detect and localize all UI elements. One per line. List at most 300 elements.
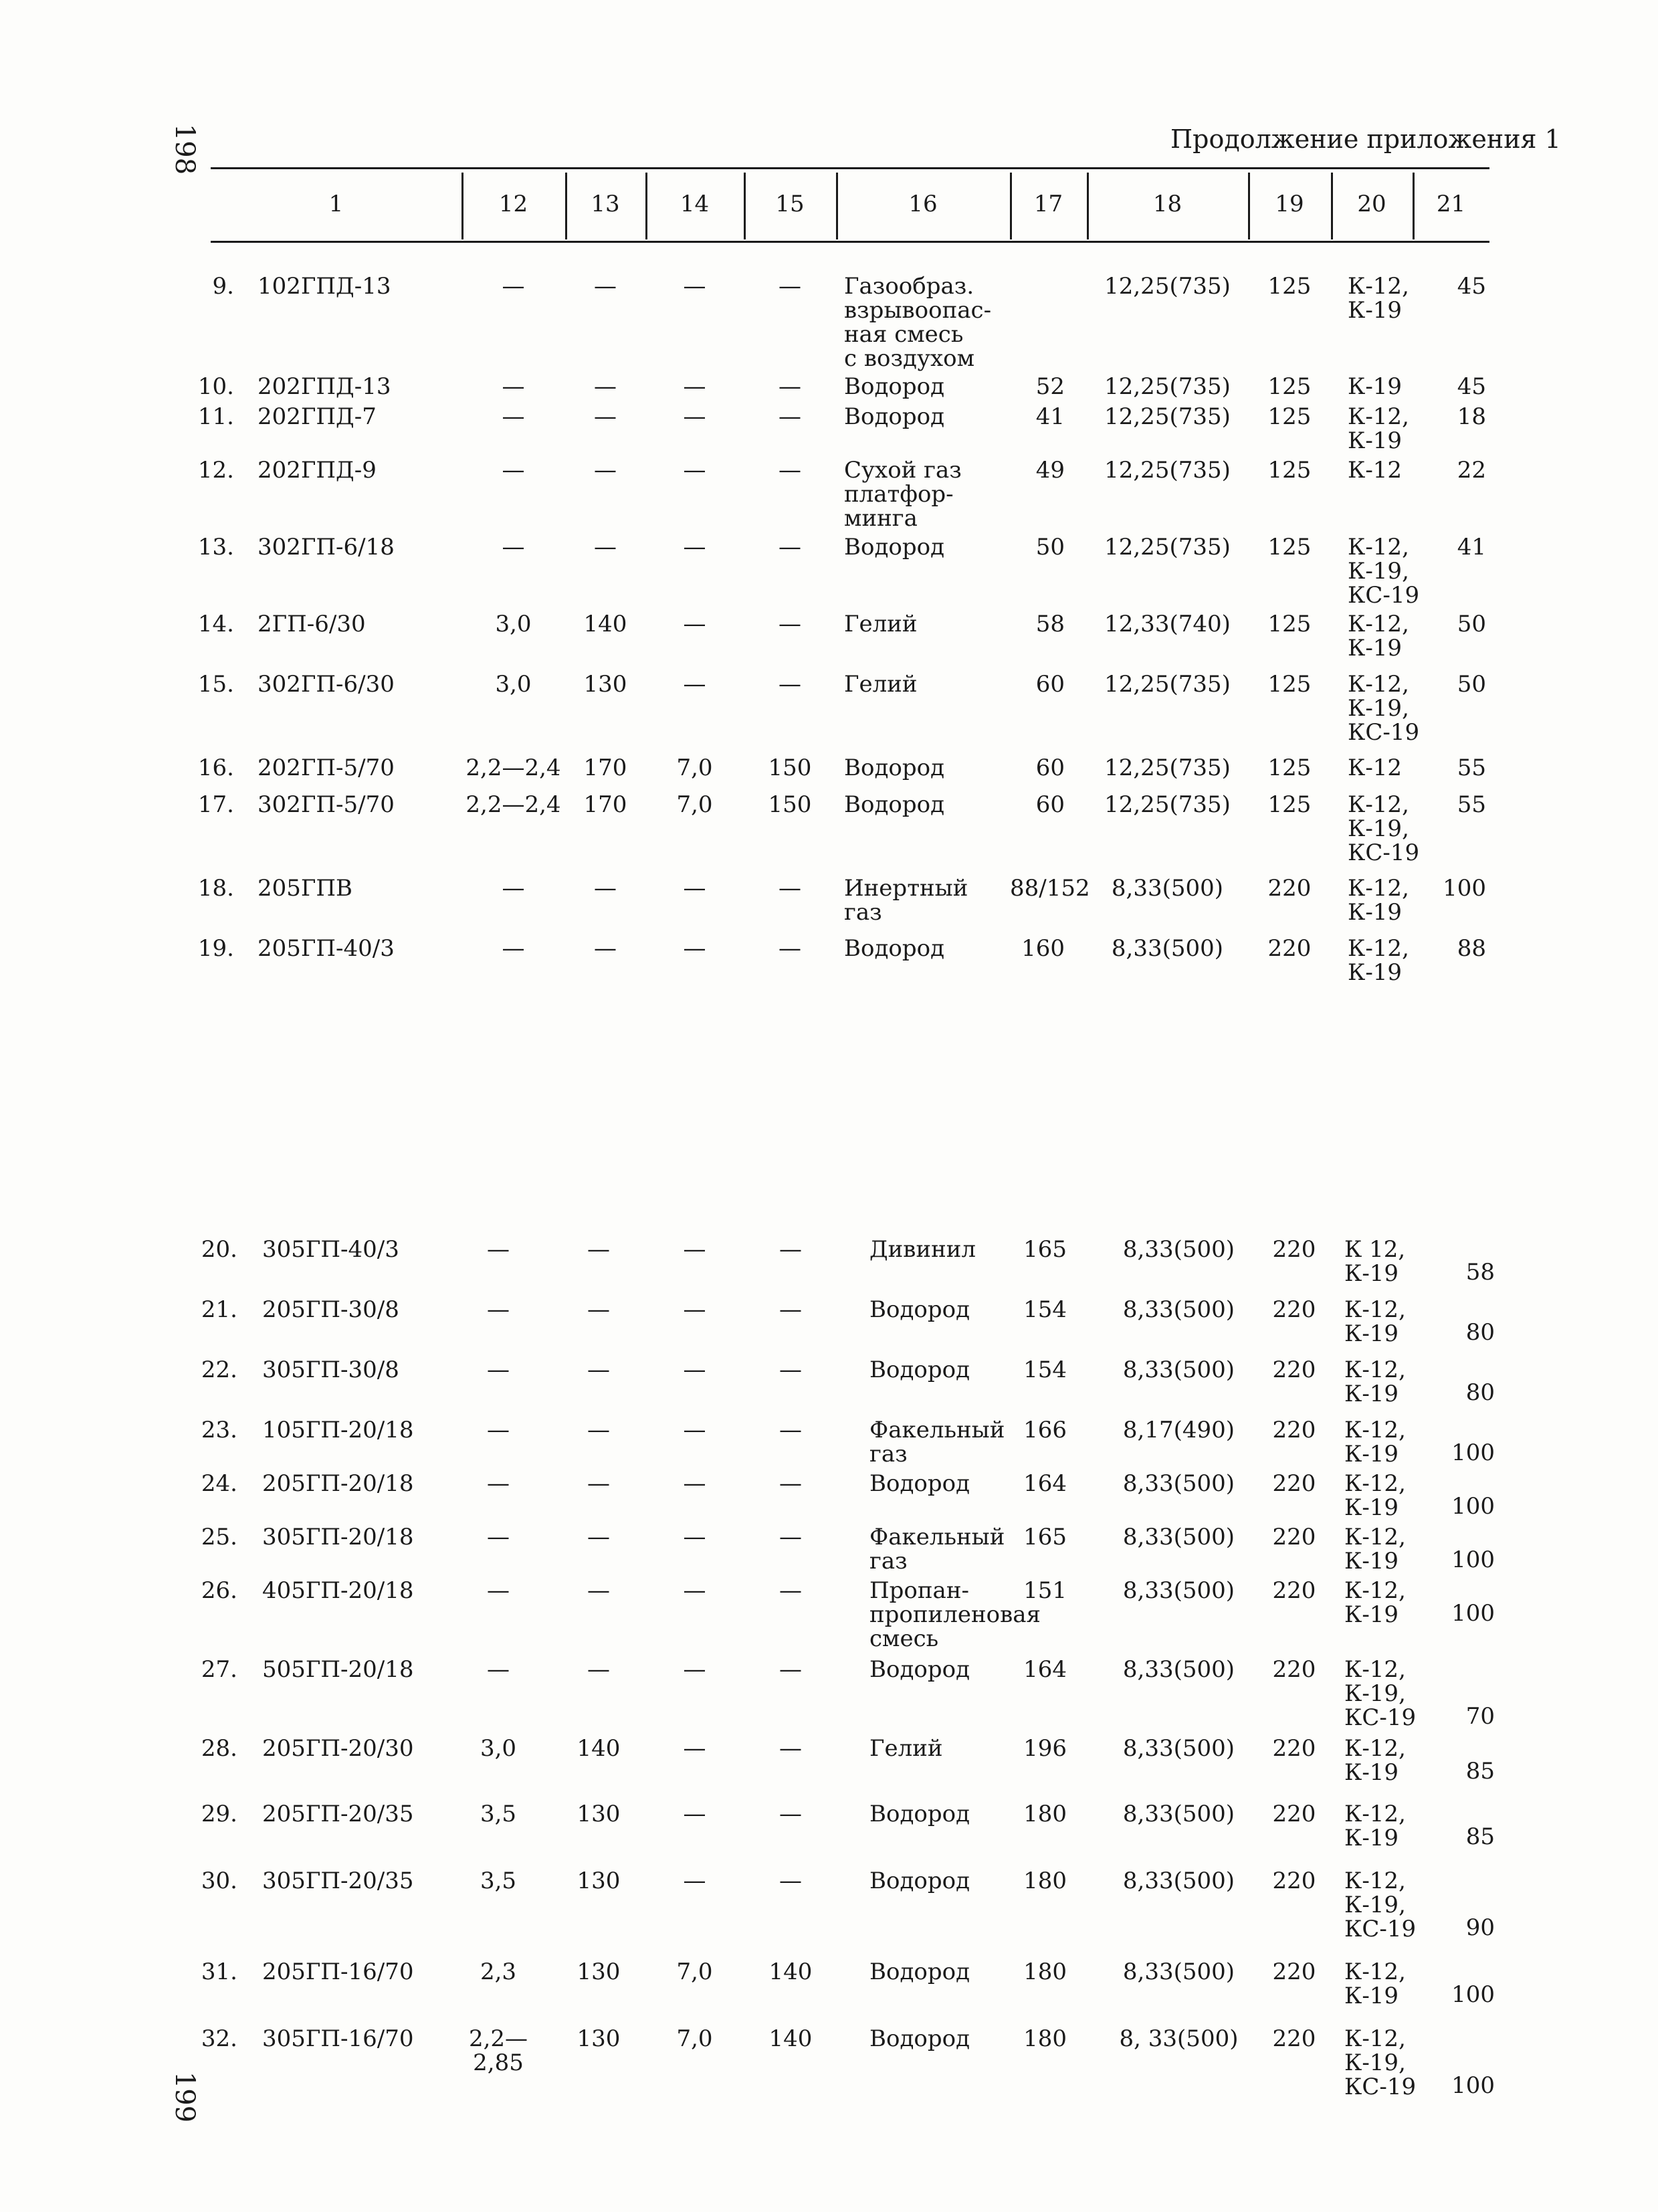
cell-name: 205ГП-20/18 bbox=[262, 1470, 414, 1497]
cell-c14: — bbox=[683, 1524, 706, 1550]
cell-name: 305ГП-16/70 bbox=[262, 2025, 414, 2052]
cell-c20: К-12, К-19, КС-19 bbox=[1344, 1656, 1417, 1731]
cell-c18: 12,25(735) bbox=[1104, 273, 1231, 300]
cell-c20: К-12, К-19 bbox=[1344, 1735, 1406, 1786]
cell-c21: 100 bbox=[1451, 1981, 1495, 2008]
cell-c19: 125 bbox=[1267, 273, 1312, 300]
cell-c20: К-19 bbox=[1348, 373, 1403, 400]
cell-c13: — bbox=[587, 1656, 610, 1683]
col-header-15: 15 bbox=[775, 191, 805, 217]
cell-c17: 165 bbox=[1023, 1524, 1067, 1550]
cell-c12: — bbox=[502, 534, 525, 561]
cell-c21: 100 bbox=[1451, 2072, 1495, 2099]
cell-c19: 220 bbox=[1272, 1417, 1316, 1443]
cell-n: 30. bbox=[201, 1868, 237, 1894]
cell-c14: — bbox=[683, 1801, 706, 1827]
cell-name: 105ГП-20/18 bbox=[262, 1417, 414, 1443]
cell-c12: 2,3 bbox=[480, 1958, 517, 1985]
cell-c12: — bbox=[487, 1417, 510, 1443]
col-header-21: 21 bbox=[1436, 191, 1466, 217]
cell-c13: — bbox=[594, 935, 617, 962]
cell-c12: 3,5 bbox=[480, 1801, 517, 1827]
cell-n: 15. bbox=[197, 671, 234, 698]
cell-name: 302ГП-6/30 bbox=[257, 671, 395, 698]
cell-c18: 8,33(500) bbox=[1111, 875, 1224, 902]
cell-c14: — bbox=[683, 1470, 706, 1497]
cell-c21: 100 bbox=[1451, 1546, 1495, 1573]
cell-c13: — bbox=[594, 875, 617, 902]
cell-c17: 165 bbox=[1023, 1236, 1067, 1263]
cell-c17: 154 bbox=[1023, 1356, 1067, 1383]
cell-c19: 220 bbox=[1272, 1296, 1316, 1323]
cell-c15: — bbox=[779, 1417, 802, 1443]
col-header-16: 16 bbox=[908, 191, 938, 217]
cell-n: 27. bbox=[201, 1656, 237, 1683]
cell-c12: — bbox=[502, 273, 525, 300]
cell-c17: 180 bbox=[1023, 2025, 1067, 2052]
cell-n: 11. bbox=[197, 403, 234, 430]
cell-c21: 85 bbox=[1465, 1758, 1495, 1785]
cell-c14: — bbox=[683, 273, 706, 300]
cell-name: 202ГПД-7 bbox=[257, 403, 377, 430]
cell-c15: — bbox=[779, 373, 801, 400]
cell-c21: 45 bbox=[1457, 273, 1486, 300]
cell-c21: 45 bbox=[1457, 373, 1486, 400]
cell-name: 202ГПД-9 bbox=[257, 457, 377, 484]
cell-c19: 220 bbox=[1272, 1524, 1316, 1550]
cell-c19: 125 bbox=[1267, 791, 1312, 818]
cell-name: 205ГП-16/70 bbox=[262, 1958, 414, 1985]
cell-c16: Гелий bbox=[869, 1735, 943, 1762]
cell-name: 202ГПД-13 bbox=[257, 373, 391, 400]
cell-c16: Водород bbox=[869, 1958, 970, 1985]
cell-c13: — bbox=[587, 1296, 610, 1323]
cell-c13: — bbox=[594, 273, 617, 300]
cell-c21: 55 bbox=[1457, 755, 1486, 781]
cell-c17: 58 bbox=[1035, 611, 1065, 637]
cell-c20: К-12, К-19 bbox=[1344, 1958, 1406, 2009]
cell-c19: 220 bbox=[1272, 1356, 1316, 1383]
cell-c15: — bbox=[779, 1656, 802, 1683]
cell-c21: 80 bbox=[1465, 1379, 1495, 1406]
cell-n: 19. bbox=[197, 935, 234, 962]
cell-n: 26. bbox=[201, 1577, 237, 1604]
col-header-18: 18 bbox=[1152, 191, 1182, 217]
cell-c19: 220 bbox=[1272, 1868, 1316, 1894]
cell-c13: — bbox=[587, 1417, 610, 1443]
cell-c13: 170 bbox=[583, 755, 627, 781]
cell-c14: — bbox=[683, 1296, 706, 1323]
cell-c16: Гелий bbox=[844, 671, 918, 698]
cell-c12: — bbox=[502, 875, 525, 902]
cell-c13: — bbox=[587, 1236, 610, 1263]
cell-c19: 220 bbox=[1272, 1236, 1316, 1263]
cell-c19: 125 bbox=[1267, 534, 1312, 561]
cell-c12: — bbox=[487, 1524, 510, 1550]
cell-c16: Инертный газ bbox=[844, 875, 968, 926]
cell-c13: — bbox=[587, 1524, 610, 1550]
cell-c21: 18 bbox=[1457, 403, 1486, 430]
cell-c15: — bbox=[779, 1524, 802, 1550]
cell-c18: 8,33(500) bbox=[1122, 1470, 1235, 1497]
cell-c14: — bbox=[683, 1356, 706, 1383]
cell-c12: 3,5 bbox=[480, 1868, 517, 1894]
cell-c14: — bbox=[683, 875, 706, 902]
cell-c16: Водород bbox=[869, 1868, 970, 1894]
header-bottom-rule bbox=[211, 241, 1489, 243]
cell-c14: 7,0 bbox=[676, 1958, 713, 1985]
cell-c13: 130 bbox=[577, 1801, 621, 1827]
cell-c12: 3,0 bbox=[480, 1735, 517, 1762]
cell-c17: 50 bbox=[1035, 534, 1065, 561]
col-header-1: 1 bbox=[328, 191, 344, 217]
cell-c19: 220 bbox=[1267, 875, 1312, 902]
cell-c17: 180 bbox=[1023, 1801, 1067, 1827]
cell-c20: К-12, К-19, КС-19 bbox=[1344, 2025, 1417, 2100]
cell-c13: 170 bbox=[583, 791, 627, 818]
cell-c14: — bbox=[683, 1236, 706, 1263]
cell-c18: 8,17(490) bbox=[1122, 1417, 1235, 1443]
cell-c19: 125 bbox=[1267, 457, 1312, 484]
cell-c18: 12,25(735) bbox=[1104, 403, 1231, 430]
cell-name: 205ГП-30/8 bbox=[262, 1296, 399, 1323]
cell-c19: 220 bbox=[1272, 1577, 1316, 1604]
cell-c16: Водород bbox=[869, 2025, 970, 2052]
cell-c15: — bbox=[779, 1801, 802, 1827]
cell-c15: — bbox=[779, 1577, 802, 1604]
cell-c17: 154 bbox=[1023, 1296, 1067, 1323]
cell-c19: 220 bbox=[1272, 1958, 1316, 1985]
cell-c15: 150 bbox=[768, 755, 812, 781]
col-header-20: 20 bbox=[1357, 191, 1386, 217]
cell-name: 305ГП-40/3 bbox=[262, 1236, 399, 1263]
cell-c14: — bbox=[683, 611, 706, 637]
cell-c15: — bbox=[779, 1735, 802, 1762]
cell-c16: Водород bbox=[844, 403, 945, 430]
cell-c19: 220 bbox=[1272, 1735, 1316, 1762]
cell-c18: 8,33(500) bbox=[1122, 1524, 1235, 1550]
cell-n: 18. bbox=[197, 875, 234, 902]
cell-name: 202ГП-5/70 bbox=[257, 755, 395, 781]
cell-c14: 7,0 bbox=[676, 2025, 713, 2052]
cell-n: 25. bbox=[201, 1524, 237, 1550]
cell-c17: 41 bbox=[1035, 403, 1065, 430]
cell-c16: Гелий bbox=[844, 611, 918, 637]
cell-c17: 164 bbox=[1023, 1470, 1067, 1497]
cell-c20: К-12, К-19 bbox=[1344, 1356, 1406, 1407]
cell-c13: 130 bbox=[577, 1958, 621, 1985]
cell-c15: 140 bbox=[768, 2025, 813, 2052]
cell-c17: 164 bbox=[1023, 1656, 1067, 1683]
cell-c17: 49 bbox=[1035, 457, 1065, 484]
cell-c17: 160 bbox=[1021, 935, 1065, 962]
col-header-19: 19 bbox=[1275, 191, 1304, 217]
cell-c18: 8,33(500) bbox=[1122, 1735, 1235, 1762]
cell-c20: К-12, К-19 bbox=[1344, 1470, 1406, 1521]
cell-c19: 125 bbox=[1267, 373, 1312, 400]
cell-c18: 8,33(500) bbox=[1111, 935, 1224, 962]
cell-c13: — bbox=[587, 1356, 610, 1383]
cell-c21: 50 bbox=[1457, 611, 1486, 637]
cell-c15: — bbox=[779, 875, 801, 902]
cell-n: 10. bbox=[197, 373, 234, 400]
cell-c14: — bbox=[683, 1868, 706, 1894]
cell-c21: 100 bbox=[1443, 875, 1486, 902]
cell-n: 9. bbox=[212, 273, 234, 300]
cell-c16: Дивинил bbox=[869, 1236, 976, 1263]
cell-c18: 12,25(735) bbox=[1104, 534, 1231, 561]
cell-name: 102ГПД-13 bbox=[257, 273, 391, 300]
cell-c15: — bbox=[779, 273, 801, 300]
cell-c15: — bbox=[779, 1236, 802, 1263]
cell-c15: 150 bbox=[768, 791, 812, 818]
cell-c18: 8,33(500) bbox=[1122, 1236, 1235, 1263]
cell-name: 305ГП-20/35 bbox=[262, 1868, 414, 1894]
cell-c19: 220 bbox=[1272, 1801, 1316, 1827]
cell-c18: 12,25(735) bbox=[1104, 373, 1231, 400]
cell-c20: К-12, К-19 bbox=[1348, 403, 1409, 454]
cell-c16: Водород bbox=[869, 1470, 970, 1497]
cell-c20: К-12, К-19 bbox=[1348, 273, 1409, 324]
cell-n: 31. bbox=[201, 1958, 237, 1985]
cell-c21: 85 bbox=[1465, 1823, 1495, 1850]
cell-n: 17. bbox=[197, 791, 234, 818]
cell-c14: — bbox=[683, 1577, 706, 1604]
cell-c19: 220 bbox=[1272, 2025, 1316, 2052]
cell-c12: — bbox=[487, 1236, 510, 1263]
cell-c20: К-12, К-19 bbox=[1344, 1524, 1406, 1575]
cell-c20: К-12, К-19 bbox=[1344, 1577, 1406, 1628]
cell-c14: — bbox=[683, 935, 706, 962]
cell-name: 305ГП-20/18 bbox=[262, 1524, 414, 1550]
cell-c17: 60 bbox=[1035, 671, 1065, 698]
cell-c19: 220 bbox=[1272, 1470, 1316, 1497]
cell-c12: — bbox=[502, 457, 525, 484]
col-header-17: 17 bbox=[1033, 191, 1063, 217]
cell-c16: Газообраз. взрывоопас- ная смесь с воздухом bbox=[844, 273, 992, 372]
cell-c19: 125 bbox=[1267, 755, 1312, 781]
cell-c13: — bbox=[594, 403, 617, 430]
cell-c14: — bbox=[683, 403, 706, 430]
cell-c13: — bbox=[587, 1577, 610, 1604]
cell-c12: — bbox=[487, 1356, 510, 1383]
cell-c20: К-12, К-19 bbox=[1348, 611, 1409, 662]
cell-c16: Водород bbox=[869, 1801, 970, 1827]
cell-c12: 2,2—2,4 bbox=[465, 791, 561, 818]
cell-c14: 7,0 bbox=[676, 791, 713, 818]
cell-c15: — bbox=[779, 1868, 802, 1894]
cell-c16: Водород bbox=[869, 1356, 970, 1383]
cell-c14: — bbox=[683, 1735, 706, 1762]
cell-c13: — bbox=[594, 373, 617, 400]
cell-c14: — bbox=[683, 534, 706, 561]
cell-c17: 88/152 bbox=[1010, 875, 1090, 902]
cell-c16: Водород bbox=[869, 1656, 970, 1683]
cell-c17: 196 bbox=[1023, 1735, 1067, 1762]
cell-c15: — bbox=[779, 671, 801, 698]
cell-c15: — bbox=[779, 935, 801, 962]
cell-c19: 125 bbox=[1267, 611, 1312, 637]
cell-c19: 125 bbox=[1267, 671, 1312, 698]
cell-c21: 100 bbox=[1451, 1600, 1495, 1627]
cell-c18: 12,25(735) bbox=[1104, 791, 1231, 818]
cell-name: 205ГП-20/30 bbox=[262, 1735, 414, 1762]
cell-name: 302ГП-6/18 bbox=[257, 534, 395, 561]
cell-c18: 8,33(500) bbox=[1122, 1656, 1235, 1683]
cell-c18: 8,33(500) bbox=[1122, 1356, 1235, 1383]
cell-c21: 41 bbox=[1457, 534, 1486, 561]
cell-c15: — bbox=[779, 403, 801, 430]
cell-c14: — bbox=[683, 671, 706, 698]
cell-c20: К-12, К-19 bbox=[1344, 1296, 1406, 1347]
cell-n: 23. bbox=[201, 1417, 237, 1443]
cell-c20: К-12, К-19 bbox=[1348, 875, 1409, 926]
cell-n: 14. bbox=[197, 611, 234, 637]
cell-c20: К-12 bbox=[1348, 755, 1403, 781]
cell-c15: — bbox=[779, 1356, 802, 1383]
cell-c12: — bbox=[502, 935, 525, 962]
cell-c21: 88 bbox=[1457, 935, 1486, 962]
cell-c15: — bbox=[779, 1470, 802, 1497]
cell-c16: Водород bbox=[869, 1296, 970, 1323]
cell-n: 16. bbox=[197, 755, 234, 781]
cell-c16: Пропан- пропиленовая смесь bbox=[869, 1577, 1041, 1652]
cell-name: 205ГП-20/35 bbox=[262, 1801, 414, 1827]
cell-c17: 166 bbox=[1023, 1417, 1067, 1443]
col-header-13: 13 bbox=[591, 191, 620, 217]
cell-c16: Водород bbox=[844, 373, 945, 400]
cell-c14: — bbox=[683, 1417, 706, 1443]
cell-c13: — bbox=[594, 457, 617, 484]
cell-c13: — bbox=[594, 534, 617, 561]
cell-c17: 180 bbox=[1023, 1958, 1067, 1985]
cell-name: 305ГП-30/8 bbox=[262, 1356, 399, 1383]
cell-c20: К-12, К-19, КС-19 bbox=[1344, 1868, 1417, 1942]
cell-c15: — bbox=[779, 457, 801, 484]
cell-c12: — bbox=[502, 373, 525, 400]
cell-c12: — bbox=[487, 1577, 510, 1604]
cell-c12: — bbox=[487, 1470, 510, 1497]
cell-n: 13. bbox=[197, 534, 234, 561]
cell-c17: 52 bbox=[1035, 373, 1065, 400]
cell-c16: Факельный газ bbox=[869, 1524, 1005, 1575]
cell-c12: — bbox=[502, 403, 525, 430]
cell-c18: 8,33(500) bbox=[1122, 1958, 1235, 1985]
cell-c13: 140 bbox=[577, 1735, 621, 1762]
cell-n: 21. bbox=[201, 1296, 237, 1323]
cell-c18: 12,33(740) bbox=[1104, 611, 1231, 637]
cell-name: 302ГП-5/70 bbox=[257, 791, 395, 818]
cell-c12: 3,0 bbox=[495, 611, 532, 637]
cell-c21: 22 bbox=[1457, 457, 1486, 484]
cell-c20: К-12, К-19 bbox=[1344, 1417, 1406, 1468]
cell-c19: 220 bbox=[1267, 935, 1312, 962]
cell-c20: К-12 bbox=[1348, 457, 1403, 484]
cell-c18: 12,25(735) bbox=[1104, 457, 1231, 484]
cell-n: 28. bbox=[201, 1735, 237, 1762]
cell-c21: 70 bbox=[1465, 1703, 1495, 1730]
cell-c13: 130 bbox=[577, 2025, 621, 2052]
cell-c16: Факельный газ bbox=[869, 1417, 1005, 1468]
cell-c12: — bbox=[487, 1656, 510, 1683]
cell-name: 2ГП-6/30 bbox=[257, 611, 366, 637]
cell-name: 405ГП-20/18 bbox=[262, 1577, 414, 1604]
header-top-rule bbox=[211, 167, 1489, 169]
cell-c20: К-12, К-19, КС-19 bbox=[1348, 534, 1420, 609]
cell-c20: К 12, К-19 bbox=[1344, 1236, 1406, 1287]
cell-c18: 8,33(500) bbox=[1122, 1296, 1235, 1323]
cell-c13: 130 bbox=[583, 671, 627, 698]
cell-c21: 50 bbox=[1457, 671, 1486, 698]
page-number-top: 198 bbox=[169, 123, 201, 175]
cell-c21: 100 bbox=[1451, 1493, 1495, 1520]
cell-c18: 12,25(735) bbox=[1104, 755, 1231, 781]
cell-n: 32. bbox=[201, 2025, 237, 2052]
cell-c13: 140 bbox=[583, 611, 627, 637]
cell-name: 505ГП-20/18 bbox=[262, 1656, 414, 1683]
cell-name: 205ГПВ bbox=[257, 875, 353, 902]
cell-c15: — bbox=[779, 1296, 802, 1323]
cell-c18: 8,33(500) bbox=[1122, 1868, 1235, 1894]
cell-c21: 58 bbox=[1465, 1259, 1495, 1286]
cell-c18: 8, 33(500) bbox=[1119, 2025, 1239, 2052]
cell-c13: — bbox=[587, 1470, 610, 1497]
cell-c16: Водород bbox=[844, 791, 945, 818]
cell-c21: 90 bbox=[1465, 1914, 1495, 1941]
cell-c15: — bbox=[779, 611, 801, 637]
cell-c18: 12,25(735) bbox=[1104, 671, 1231, 698]
cell-c17: 60 bbox=[1035, 755, 1065, 781]
cell-c21: 100 bbox=[1451, 1439, 1495, 1466]
cell-c13: 130 bbox=[577, 1868, 621, 1894]
cell-c14: — bbox=[683, 373, 706, 400]
cell-c19: 220 bbox=[1272, 1656, 1316, 1683]
cell-n: 20. bbox=[201, 1236, 237, 1263]
cell-n: 12. bbox=[197, 457, 234, 484]
cell-c21: 80 bbox=[1465, 1319, 1495, 1346]
cell-c21: 55 bbox=[1457, 791, 1486, 818]
cell-c16: Водород bbox=[844, 755, 945, 781]
cell-name: 205ГП-40/3 bbox=[257, 935, 395, 962]
cell-c12: 2,2— 2,85 bbox=[468, 2025, 528, 2076]
cell-c17: 180 bbox=[1023, 1868, 1067, 1894]
cell-c16: Сухой газ платфор- минга bbox=[844, 457, 962, 532]
cell-c20: К-12, К-19 bbox=[1348, 935, 1409, 986]
cell-c14: — bbox=[683, 1656, 706, 1683]
cell-n: 24. bbox=[201, 1470, 237, 1497]
cell-c12: — bbox=[487, 1296, 510, 1323]
cell-c20: К-12, К-19, КС-19 bbox=[1348, 671, 1420, 746]
cell-c14: — bbox=[683, 457, 706, 484]
cell-n: 22. bbox=[201, 1356, 237, 1383]
page-number-bottom: 199 bbox=[169, 2071, 201, 2123]
cell-c18: 8,33(500) bbox=[1122, 1801, 1235, 1827]
cell-c15: — bbox=[779, 534, 801, 561]
cell-c16: Водород bbox=[844, 935, 945, 962]
cell-c16: Водород bbox=[844, 534, 945, 561]
cell-c20: К-12, К-19 bbox=[1344, 1801, 1406, 1851]
cell-c20: К-12, К-19, КС-19 bbox=[1348, 791, 1420, 866]
cell-n: 29. bbox=[201, 1801, 237, 1827]
cell-c17: 151 bbox=[1023, 1577, 1067, 1604]
cell-c15: 140 bbox=[768, 1958, 813, 1985]
page-title: Продолжение приложения 1 bbox=[1170, 124, 1561, 154]
cell-c12: 2,2—2,4 bbox=[465, 755, 561, 781]
cell-c18: 8,33(500) bbox=[1122, 1577, 1235, 1604]
cell-c14: 7,0 bbox=[676, 755, 713, 781]
col-header-14: 14 bbox=[680, 191, 710, 217]
cell-c19: 125 bbox=[1267, 403, 1312, 430]
